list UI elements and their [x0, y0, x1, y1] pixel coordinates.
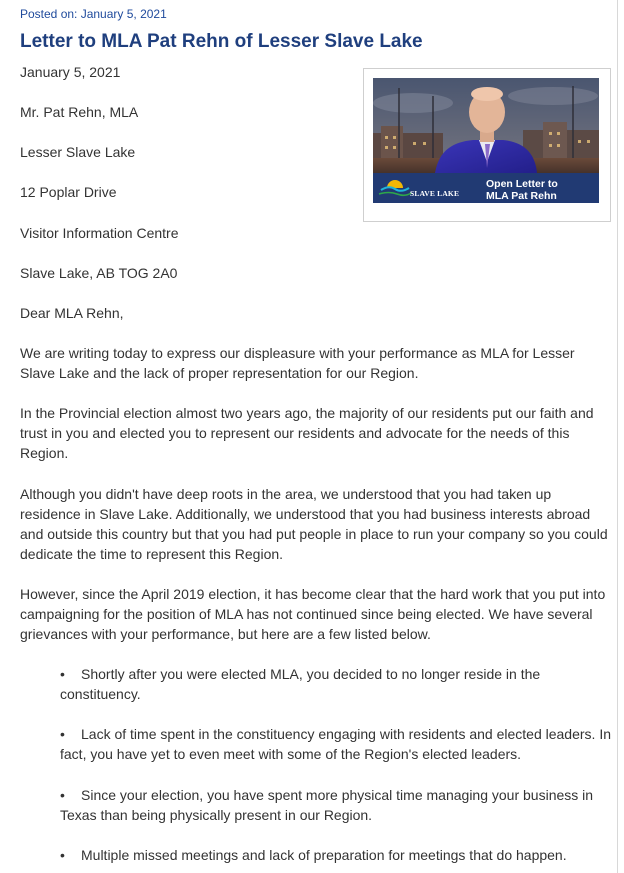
bullet-marker: • [60, 666, 65, 682]
address-line: Lesser Slave Lake [20, 144, 136, 160]
letter-date: January 5, 2021 [20, 64, 121, 80]
salutation: Dear MLA Rehn, [20, 305, 124, 321]
bullet-text: Shortly after you were elected MLA, you decided to no longer reside in the constituency. [60, 666, 541, 702]
banner-line-2: MLA Pat Rehn [486, 190, 557, 202]
address-line: Visitor Information Centre [20, 225, 179, 241]
bullet-text: Since your election, you have spent more physical time managing your business in Texas than being physically present in our Region. [60, 787, 594, 823]
letter-paragraph: In the Provincial election almost two years ago, the majority of our residents put our faith and trust in you and elected you to represent our residents and advocate for the needs of this Region. [20, 405, 594, 461]
banner-text [486, 178, 596, 202]
featured-image[interactable] [363, 68, 611, 222]
bullet-marker: • [60, 726, 65, 742]
posted-date: Posted on: January 5, 2021 [20, 7, 167, 21]
slave-lake-logo-text: SLAVE LAKE [410, 189, 460, 198]
grievance-bullet [60, 724, 614, 764]
grievance-bullet [60, 785, 614, 825]
bullet-marker: • [60, 847, 65, 863]
bullet-marker: • [60, 787, 65, 803]
content-border [617, 0, 618, 873]
banner-line-1: Open Letter to [486, 178, 558, 190]
article-title[interactable]: Letter to MLA Pat Rehn of Lesser Slave Lake [20, 31, 423, 52]
address-line: 12 Poplar Drive [20, 184, 117, 200]
bullet-text: Multiple missed meetings and lack of preparation for meetings that do happen. [81, 847, 567, 863]
featured-image-photo [373, 78, 599, 203]
address-line: Slave Lake, AB TOG 2A0 [20, 265, 178, 281]
address-line: Mr. Pat Rehn, MLA [20, 104, 139, 120]
grievance-bullet [60, 845, 614, 865]
bullet-text: Lack of time spent in the constituency engaging with residents and elected leaders. In fact, you have yet to even meet with some of the Region's elected leaders. [60, 726, 611, 762]
letter-paragraph: We are writing today to express our displeasure with your performance as MLA for Lesser Slave Lake and the lack of proper representation for our Region. [20, 345, 575, 381]
letter-paragraph: Although you didn't have deep roots in the area, we understood that you had taken up residence in Slave Lake. Additionally, we understood that you had business interests abroad and outside this country but that you had put people in place to run your company so you could dedicate the time to represent this Region. [20, 486, 608, 562]
letter-paragraph: However, since the April 2019 election, it has become clear that the hard work that you put into campaigning for the position of MLA has not continued since being elected. We have several grievances with your performance, but here are a few listed below. [20, 586, 606, 642]
grievance-bullet [60, 664, 614, 704]
